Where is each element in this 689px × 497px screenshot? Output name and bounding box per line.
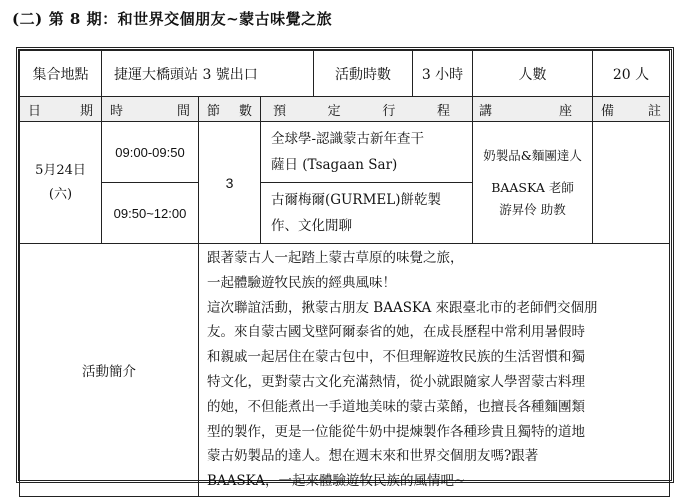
intro-text — [199, 244, 670, 497]
intro-line: 蒙古奶製品的達人。想在週末來和世界交個朋友嗎?跟著 — [207, 448, 539, 465]
header-count: 節 數 — [199, 97, 261, 122]
intro-label: 活動簡介 — [20, 244, 199, 497]
header-program: 預 定 行 程 — [261, 97, 473, 122]
people-label: 人數 — [473, 51, 593, 97]
intro-row — [20, 244, 670, 497]
intro-line: 的她，不但能煮出一手道地美味的蒙古菜餚，也擅長各種麵團類 — [207, 398, 585, 415]
session-program: 古爾梅爾(GURMEL)餅乾製 作、文化閒聊 — [261, 183, 473, 244]
event-table — [19, 50, 670, 497]
page-title — [12, 8, 332, 29]
header-lecturer: 講 座 — [473, 97, 593, 122]
intro-line: 跟著蒙古人一起踏上蒙古草原的味覺之旅， — [207, 250, 464, 266]
section-title: 第 8 期：和世界交個朋友~蒙古味覺之旅 — [48, 10, 333, 28]
lecturer-name: BAASKA 老師 — [491, 179, 574, 195]
intro-line: 友。來自蒙古國戈壁阿爾泰省的她，在成長歷程中常利用暑假時 — [207, 324, 585, 341]
session-time: 09:50~12:00 — [102, 183, 199, 244]
place-label: 集合地點 — [20, 51, 102, 97]
date-value: 5月24日 — [35, 162, 86, 178]
note-cell — [593, 122, 670, 244]
session-count: 3 — [199, 122, 261, 244]
info-row — [20, 51, 670, 97]
intro-line: BAASKA，一起來體驗遊牧民族的風情吧~ — [207, 473, 466, 490]
session-row-1 — [20, 122, 670, 183]
intro-line: 這次聯誼活動，揪蒙古朋友 BAASKA 來跟臺北市的老師們交個朋 — [207, 299, 598, 316]
date-cell — [20, 122, 102, 244]
place-value: 捷運大橋頭站 3 號出口 — [114, 66, 258, 83]
intro-line: 特文化，更對蒙古文化充滿熱情，從小就跟隨家人學習蒙古料理 — [207, 373, 585, 390]
weekday-value: (六) — [48, 186, 73, 202]
header-row — [20, 97, 670, 122]
header-time: 時 間 — [102, 97, 199, 122]
duration-value: 3 小時 — [421, 66, 464, 83]
section-number: (二) — [12, 10, 43, 28]
intro-line: 型的製作，更是一位能從牛奶中提煉製作各種珍貴且獨特的道地 — [207, 423, 585, 440]
header-date: 日 期 — [20, 97, 102, 122]
lecturer-cell — [473, 122, 593, 244]
header-note: 備 註 — [593, 97, 670, 122]
people-value: 20 人 — [593, 51, 670, 97]
intro-line: 一起體驗遊牧民族的經典風味！ — [207, 274, 396, 291]
duration-label: 活動時數 — [335, 66, 391, 83]
assistant-name: 游昇伶 助教 — [499, 201, 566, 217]
intro-line: 和親戚一起居住在蒙古包中，不但理解遊牧民族的生活習慣和獨 — [207, 349, 585, 366]
session-program: 全球學-認識蒙古新年查干 薩日 (Tsagaan Sar) — [261, 122, 473, 183]
session-time: 09:00-09:50 — [102, 122, 199, 183]
lecturer-role: 奶製品&麵團達人 — [483, 147, 582, 163]
